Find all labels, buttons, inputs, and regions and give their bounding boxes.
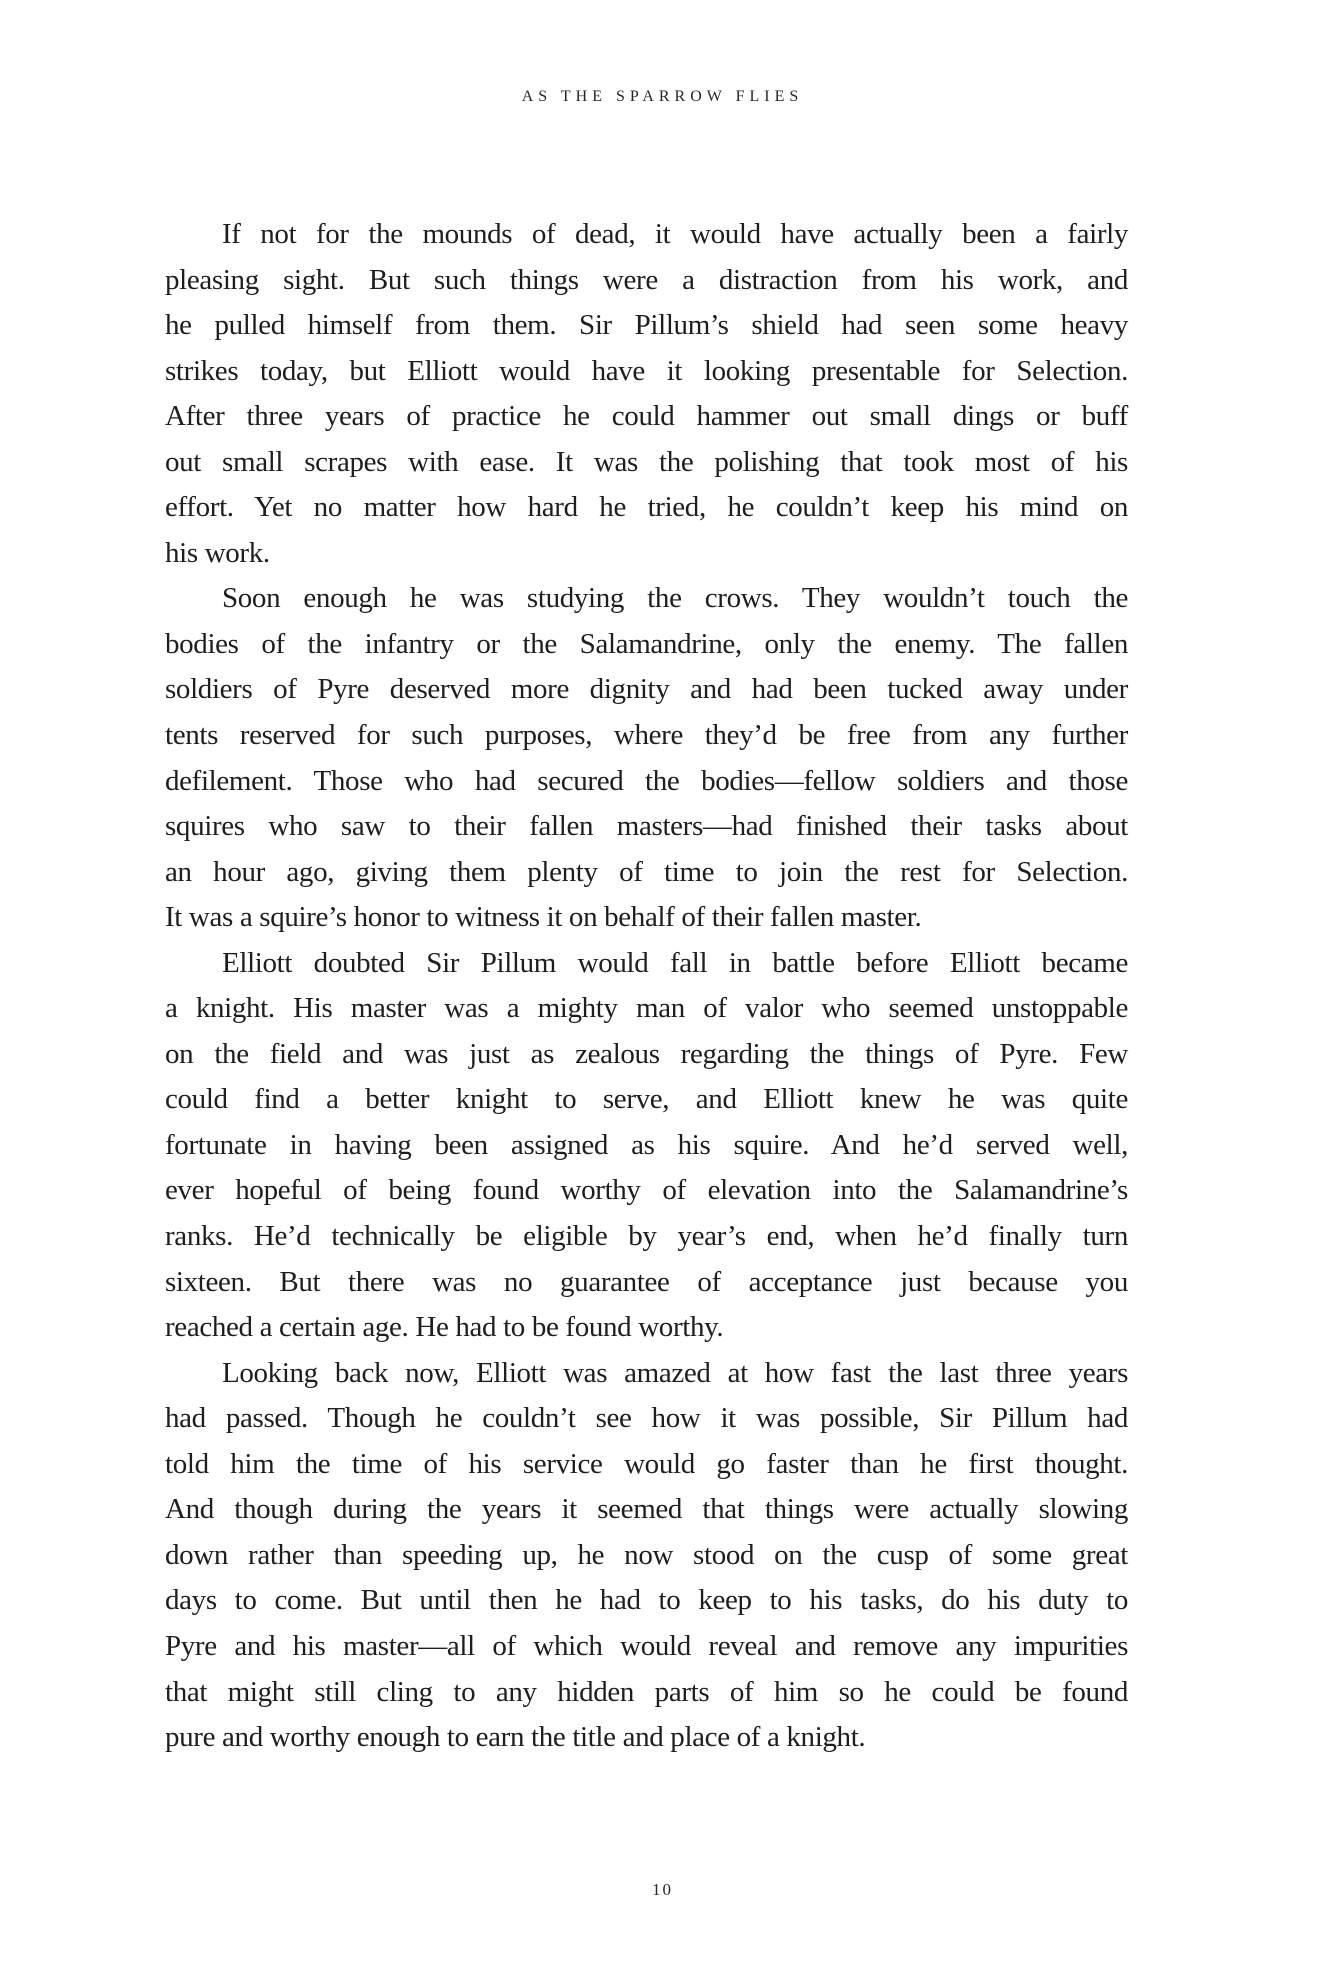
page-number: 10 bbox=[652, 1880, 673, 1899]
text-line: Soon enough he was studying the crows. They wouldn’t touch the bbox=[222, 582, 1128, 615]
text-line: ever hopeful of being found worthy of elevation into the Salamandrine’s bbox=[165, 1174, 1128, 1207]
text-line: an hour ago, giving them plenty of time to join the rest for Selection. bbox=[165, 855, 1128, 888]
text-line: bodies of the infantry or the Salamandrine, only the enemy. The fallen bbox=[165, 627, 1128, 660]
text-line: pure and worthy enough to earn the title and place of a knight. bbox=[165, 1721, 866, 1754]
text-line: days to come. But until then he had to keep to his tasks, do his duty to bbox=[165, 1584, 1128, 1617]
text-line: told him the time of his service would go faster than he first thought. bbox=[165, 1447, 1128, 1480]
body-text bbox=[165, 212, 1128, 1761]
text-line: tents reserved for such purposes, where they’d be free from any further bbox=[165, 719, 1128, 752]
text-line: Elliott doubted Sir Pillum would fall in battle before Elliott became bbox=[222, 946, 1128, 979]
text-line: on the field and was just as zealous regarding the things of Pyre. Few bbox=[165, 1037, 1128, 1070]
text-line: had passed. Though he couldn’t see how it was possible, Sir Pillum had bbox=[165, 1402, 1128, 1435]
text-line: that might still cling to any hidden parts of him so he could be found bbox=[165, 1675, 1128, 1708]
text-line: fortunate in having been assigned as his squire. And he’d served well, bbox=[165, 1128, 1128, 1161]
paragraph bbox=[165, 576, 1128, 940]
text-line: squires who saw to their fallen masters—had finished their tasks about bbox=[165, 810, 1128, 843]
paragraph bbox=[165, 941, 1128, 1351]
text-line: And though during the years it seemed that things were actually slowing bbox=[165, 1493, 1128, 1526]
text-line: After three years of practice he could hammer out small dings or buff bbox=[165, 400, 1128, 433]
text-line: ranks. He’d technically be eligible by year’s end, when he’d finally turn bbox=[165, 1220, 1128, 1253]
text-line: soldiers of Pyre deserved more dignity and had been tucked away under bbox=[165, 673, 1128, 706]
text-line: a knight. His master was a mighty man of valor who seemed unstoppable bbox=[165, 992, 1128, 1025]
text-line: reached a certain age. He had to be found worthy. bbox=[165, 1311, 724, 1344]
text-line: out small scrapes with ease. It was the polishing that took most of his bbox=[165, 445, 1128, 478]
text-line: Pyre and his master—all of which would reveal and remove any impurities bbox=[165, 1629, 1128, 1662]
text-line: could find a better knight to serve, and Elliott knew he was quite bbox=[165, 1083, 1128, 1116]
text-line: It was a squire’s honor to witness it on behalf of their fallen master. bbox=[165, 901, 922, 934]
text-line: his work. bbox=[165, 536, 270, 569]
paragraph bbox=[165, 212, 1128, 576]
text-line: strikes today, but Elliott would have it looking presentable for Selection. bbox=[165, 354, 1128, 387]
text-line: he pulled himself from them. Sir Pillum’s shield had seen some heavy bbox=[165, 309, 1128, 342]
paragraph bbox=[165, 1351, 1128, 1761]
text-line: defilement. Those who had secured the bodies—fellow soldiers and those bbox=[165, 764, 1128, 797]
text-line: effort. Yet no matter how hard he tried, he couldn’t keep his mind on bbox=[165, 491, 1128, 524]
text-line: pleasing sight. But such things were a distraction from his work, and bbox=[165, 263, 1128, 296]
text-line: Looking back now, Elliott was amazed at how fast the last three years bbox=[222, 1356, 1128, 1389]
text-line: sixteen. But there was no guarantee of acceptance just because you bbox=[165, 1265, 1128, 1298]
text-line: down rather than speeding up, he now stood on the cusp of some great bbox=[165, 1538, 1128, 1571]
text-line: If not for the mounds of dead, it would have actually been a fairly bbox=[222, 218, 1128, 250]
running-head: AS THE SPARROW FLIES bbox=[521, 88, 804, 105]
